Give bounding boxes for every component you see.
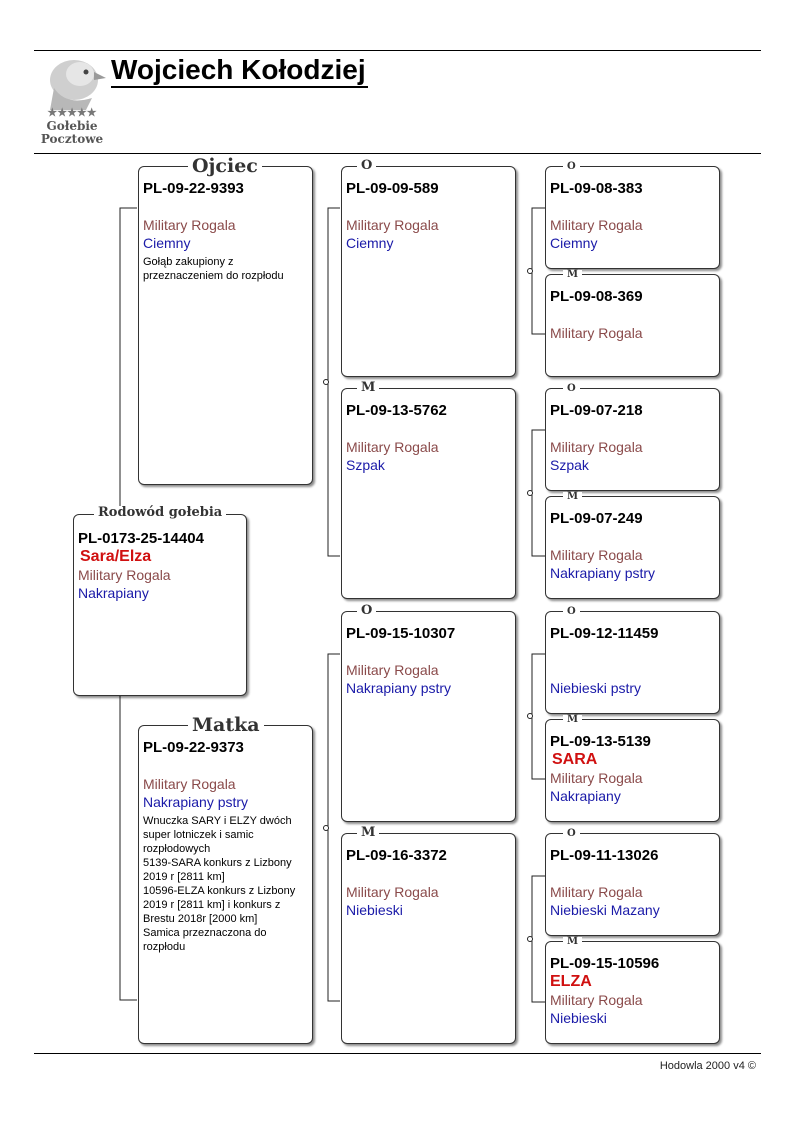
note: Wnuczka SARY i ELZY dwóch super lotniczek i samic rozpłodowych 5139-SARA konkurs z Lizbony 2019 r [2811 km] 10596-ELZA konkurs z Lizbony 2019 r [2811 km] i konkurs z Brestu 2018r [2000 km] Samica przeznaczona do rozpłodu [143, 815, 296, 953]
grandfather-paternal-card[interactable] [341, 166, 516, 377]
color: Ciemny [346, 235, 394, 251]
great-grandparent-card[interactable] [545, 166, 720, 269]
color: Niebieski Mazany [550, 902, 660, 918]
grandfather-maternal-card[interactable] [341, 611, 516, 822]
color: Niebieski [550, 1010, 607, 1026]
connector-fm [532, 430, 545, 556]
breed: Military Rogala [550, 217, 643, 233]
color: Niebieski pstry [550, 680, 642, 696]
color: Ciemny [143, 235, 191, 251]
breed: Military Rogala [143, 776, 236, 792]
junction-dot [324, 380, 329, 385]
mother-label: Matka [188, 716, 264, 735]
breed: Military Rogala [550, 770, 643, 786]
color: Nakrapiany pstry [550, 565, 656, 581]
color: Szpak [346, 457, 385, 473]
female-label: M [357, 381, 379, 394]
mother-card[interactable] [138, 725, 313, 1044]
great-grandparent-card[interactable] [545, 611, 720, 714]
male-label: O [563, 384, 580, 394]
male-label: O [563, 607, 580, 617]
connector-mother [328, 654, 340, 1001]
color: Szpak [550, 457, 589, 473]
color: Nakrapiany pstry [346, 680, 452, 696]
logo-line-2: Pocztowe [40, 132, 104, 146]
color: Nakrapiany [78, 585, 149, 601]
great-grandparent-card[interactable] [545, 496, 720, 599]
breed: Military Rogala [550, 992, 643, 1008]
grandmother-paternal-card[interactable] [341, 388, 516, 599]
breed: Military Rogala [346, 439, 439, 455]
ring-number: PL-09-15-10596 [550, 955, 660, 972]
owner-name: Wojciech Kołodziej [111, 54, 368, 88]
female-label: M [563, 937, 582, 947]
junction-dot [324, 826, 329, 831]
ring-number: PL-09-08-383 [550, 180, 643, 197]
breed: Military Rogala [550, 325, 643, 341]
female-label: M [563, 492, 582, 502]
male-label: O [563, 829, 580, 839]
color: Nakrapiany pstry [143, 794, 249, 810]
great-grandparent-card[interactable] [545, 833, 720, 936]
male-label: O [357, 604, 376, 617]
grandmother-maternal-card[interactable] [341, 833, 516, 1044]
great-grandparent-card[interactable] [545, 941, 720, 1044]
breed: Military Rogala [550, 547, 643, 563]
breed: Military Rogala [346, 662, 439, 678]
father-card[interactable] [138, 166, 313, 485]
color: Ciemny [550, 235, 598, 251]
junction-dot [528, 937, 533, 942]
breed: Military Rogala [550, 439, 643, 455]
breed: Military Rogala [346, 884, 439, 900]
subject-card[interactable] [73, 514, 247, 696]
great-grandparent-card[interactable] [545, 274, 720, 377]
female-label: M [563, 715, 582, 725]
male-label: O [357, 159, 376, 172]
male-label: O [563, 162, 580, 172]
pedigree-title: Rodowód gołebia [94, 506, 226, 519]
ring-number: PL-09-08-369 [550, 288, 643, 305]
ring-number: PL-09-16-3372 [346, 847, 447, 864]
great-grandparent-card[interactable] [545, 719, 720, 822]
ring-number: PL-09-15-10307 [346, 625, 456, 642]
female-label: M [357, 826, 379, 839]
connector-mf [532, 654, 545, 779]
ring-number: PL-09-22-9373 [143, 739, 244, 756]
breed: Military Rogala [346, 217, 439, 233]
female-label: M [563, 270, 582, 280]
connector-mm [532, 876, 545, 1002]
ring-number: PL-09-11-13026 [550, 847, 659, 864]
breed: Military Rogala [143, 217, 236, 233]
connector-father [328, 208, 340, 556]
color: Niebieski [346, 902, 403, 918]
ring-number: PL-09-12-11459 [550, 625, 659, 642]
breed: Military Rogala [78, 567, 171, 583]
pigeon-name: Sara/Elza [80, 548, 152, 565]
father-label: Ojciec [188, 157, 262, 176]
ring-number: PL-09-13-5762 [346, 402, 447, 419]
great-grandparent-card[interactable] [545, 388, 720, 491]
ring-number: PL-09-07-218 [550, 402, 643, 419]
note: Gołąb zakupiony z przeznaczeniem do rozpłodu [143, 256, 284, 282]
connector-ff [532, 208, 545, 334]
junction-dot [528, 269, 533, 274]
ring-number: PL-09-09-589 [346, 180, 439, 197]
pigeon-name: ELZA [550, 973, 592, 990]
logo-stars: ★★★★★ [47, 106, 97, 119]
ring-number: PL-0173-25-14404 [78, 530, 204, 547]
breed: Military Rogala [550, 884, 643, 900]
ring-number: PL-09-07-249 [550, 510, 643, 527]
ring-number: PL-09-13-5139 [550, 733, 651, 750]
pigeon-name: SARA [552, 751, 598, 768]
footer-credit: Hodowla 2000 v4 © [659, 1060, 756, 1072]
junction-dot [528, 714, 533, 719]
ring-number: PL-09-22-9393 [143, 180, 244, 197]
logo-line-1: Gołebie [46, 119, 98, 133]
color: Nakrapiany [550, 788, 621, 804]
junction-dot [528, 491, 533, 496]
